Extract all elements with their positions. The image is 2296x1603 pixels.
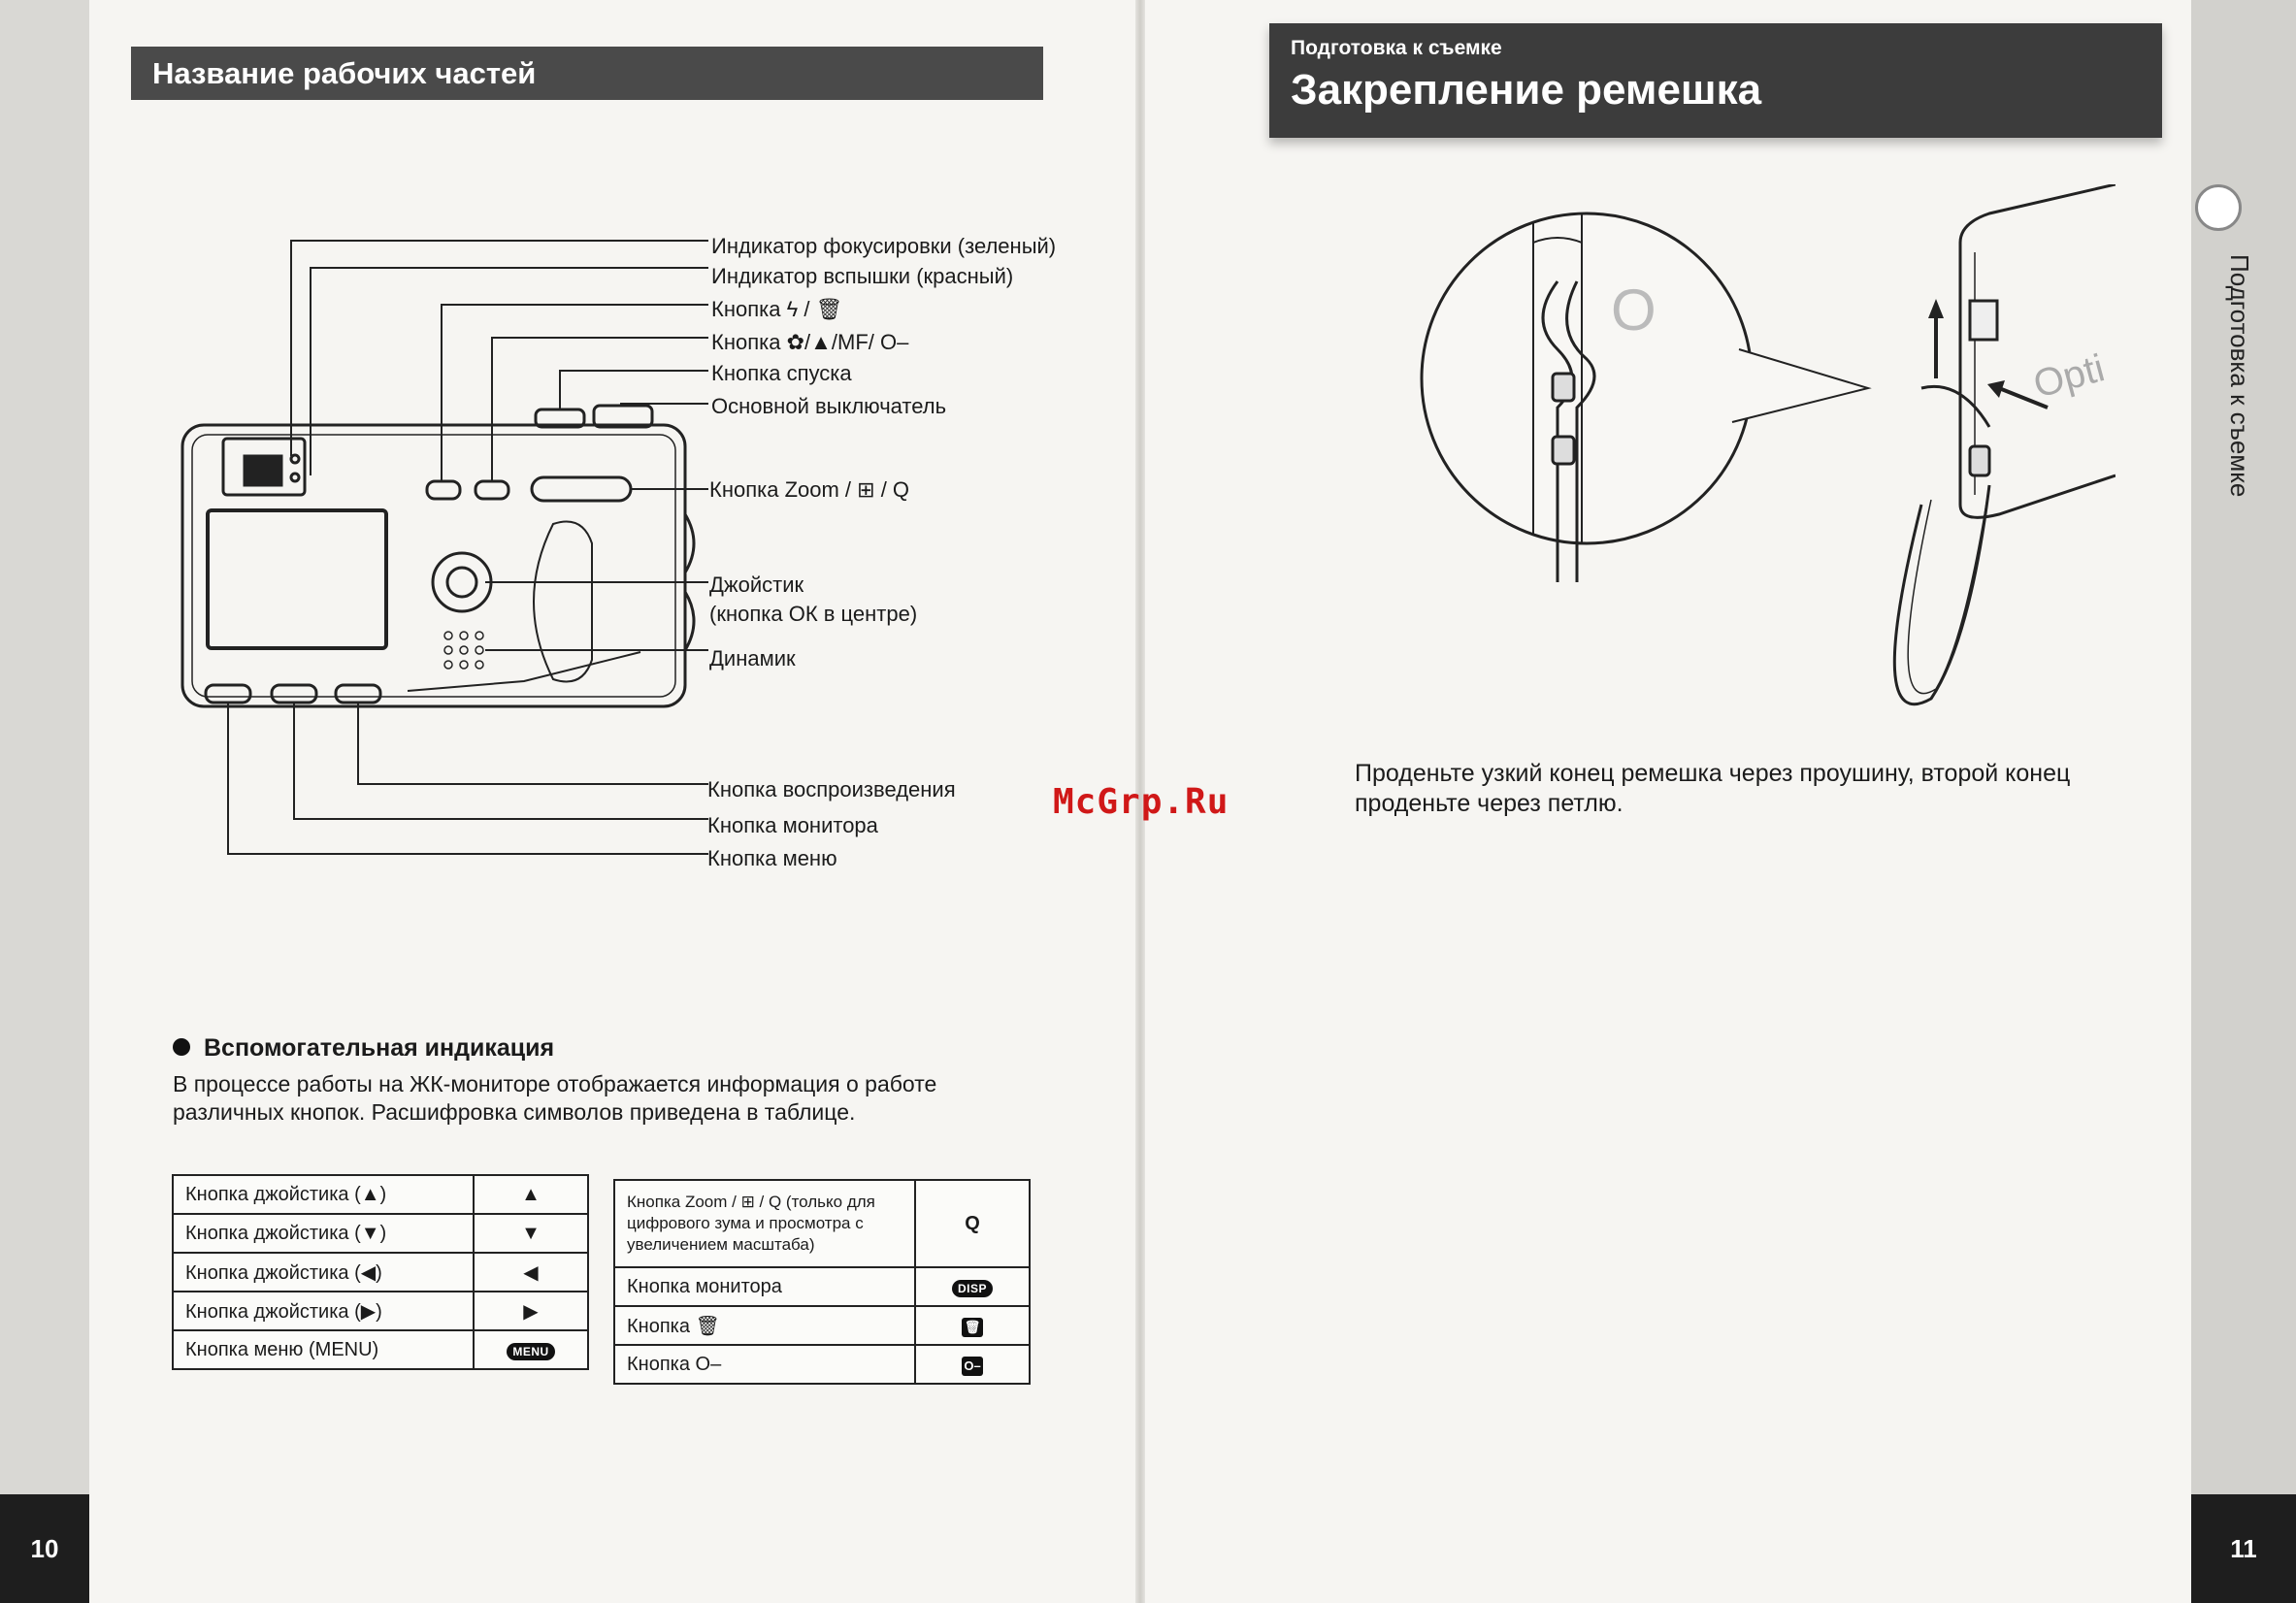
section-title: Название рабочих частей bbox=[131, 47, 1043, 100]
callout-power-switch: Основной выключатель bbox=[711, 394, 947, 418]
table-row: Кнопка Zoom / ⊞ / Q (только для цифрового зума и просмотра с увеличением масштаба) Q bbox=[614, 1180, 1030, 1267]
table-row: Кнопка джойстика (◀) ◀ bbox=[173, 1253, 588, 1292]
watermark: McGrp.Ru bbox=[1053, 782, 1230, 822]
speaker-grille bbox=[444, 632, 483, 669]
joystick-shape bbox=[433, 553, 491, 611]
callout-joystick: Джойстик bbox=[709, 572, 804, 597]
callout-menu-button: Кнопка меню bbox=[707, 846, 837, 870]
indicator-table-buttons bbox=[613, 1179, 1031, 1385]
bullet-icon bbox=[173, 1038, 190, 1056]
table-row: Кнопка джойстика (▲) ▲ bbox=[173, 1175, 588, 1214]
page-number-right: 11 bbox=[2191, 1494, 2296, 1603]
callout-playback-button: Кнопка воспроизведения bbox=[707, 777, 956, 802]
table-row: Кнопка джойстика (▼) ▼ bbox=[173, 1214, 588, 1253]
brand-mark-zoom: O bbox=[1611, 278, 1656, 343]
magnified-view bbox=[1422, 213, 1752, 543]
key-icon: O– bbox=[962, 1357, 983, 1376]
callout-flash-button: Кнопка ϟ / 🗑 bbox=[711, 297, 843, 321]
brand-mark: Opti bbox=[2028, 346, 2110, 407]
table-row: Кнопка монитора DISP bbox=[614, 1267, 1030, 1306]
strap-instruction: Проденьте узкий конец ремешка через проушину, второй конец проденьте через петлю. bbox=[1355, 760, 2071, 817]
aux-text: В процессе работы на ЖК-мониторе отображается информация о работе различных кнопок. Расшифровка символов приведена в таблице. bbox=[173, 1071, 937, 1125]
callout-shutter-button: Кнопка спуска bbox=[711, 361, 852, 385]
right-margin-strip bbox=[2191, 0, 2296, 1603]
chapter-marker-icon bbox=[2195, 184, 2242, 231]
strap-illustration bbox=[1417, 184, 2116, 708]
callout-speaker: Динамик bbox=[709, 646, 796, 671]
callout-focus-indicator: Индикатор фокусировки (зеленый) bbox=[711, 234, 1057, 258]
left-margin-strip bbox=[0, 0, 89, 1603]
disp-icon: DISP bbox=[952, 1280, 993, 1297]
camera-back-diagram bbox=[165, 223, 708, 873]
magnifier-icon: Q bbox=[915, 1180, 1030, 1267]
zoom-button-shape bbox=[532, 477, 631, 501]
chapter-subtitle: Подготовка к съемке bbox=[1291, 37, 1502, 59]
callout-monitor-button: Кнопка монитора bbox=[707, 813, 878, 837]
table-row: Кнопка меню (MENU) MENU bbox=[173, 1330, 588, 1369]
callout-flash-indicator: Индикатор вспышки (красный) bbox=[711, 264, 1014, 288]
side-tab-label: Подготовка к съемке bbox=[2225, 254, 2254, 498]
table-row: Кнопка O– O– bbox=[614, 1345, 1030, 1384]
table-row: Кнопка джойстика (▶) ▶ bbox=[173, 1292, 588, 1330]
callout-mode-button: Кнопка ✿/▲/MF/ O– bbox=[711, 330, 909, 354]
menu-icon: MENU bbox=[507, 1343, 554, 1360]
callout-joystick-ok: (кнопка ОК в центре) bbox=[709, 602, 918, 626]
page-number-left: 10 bbox=[0, 1494, 89, 1603]
lcd-monitor bbox=[208, 510, 386, 648]
trash-icon: 🗑 bbox=[962, 1318, 983, 1337]
indicator-table-joystick bbox=[172, 1174, 589, 1370]
table-row: Кнопка 🗑 🗑 bbox=[614, 1306, 1030, 1345]
chapter-header bbox=[1269, 23, 2162, 138]
aux-title: Вспомогательная индикация bbox=[173, 1034, 554, 1063]
callout-zoom-button: Кнопка Zoom / ⊞ / Q bbox=[709, 477, 910, 502]
page-title: Закрепление ремешка bbox=[1291, 66, 1762, 114]
